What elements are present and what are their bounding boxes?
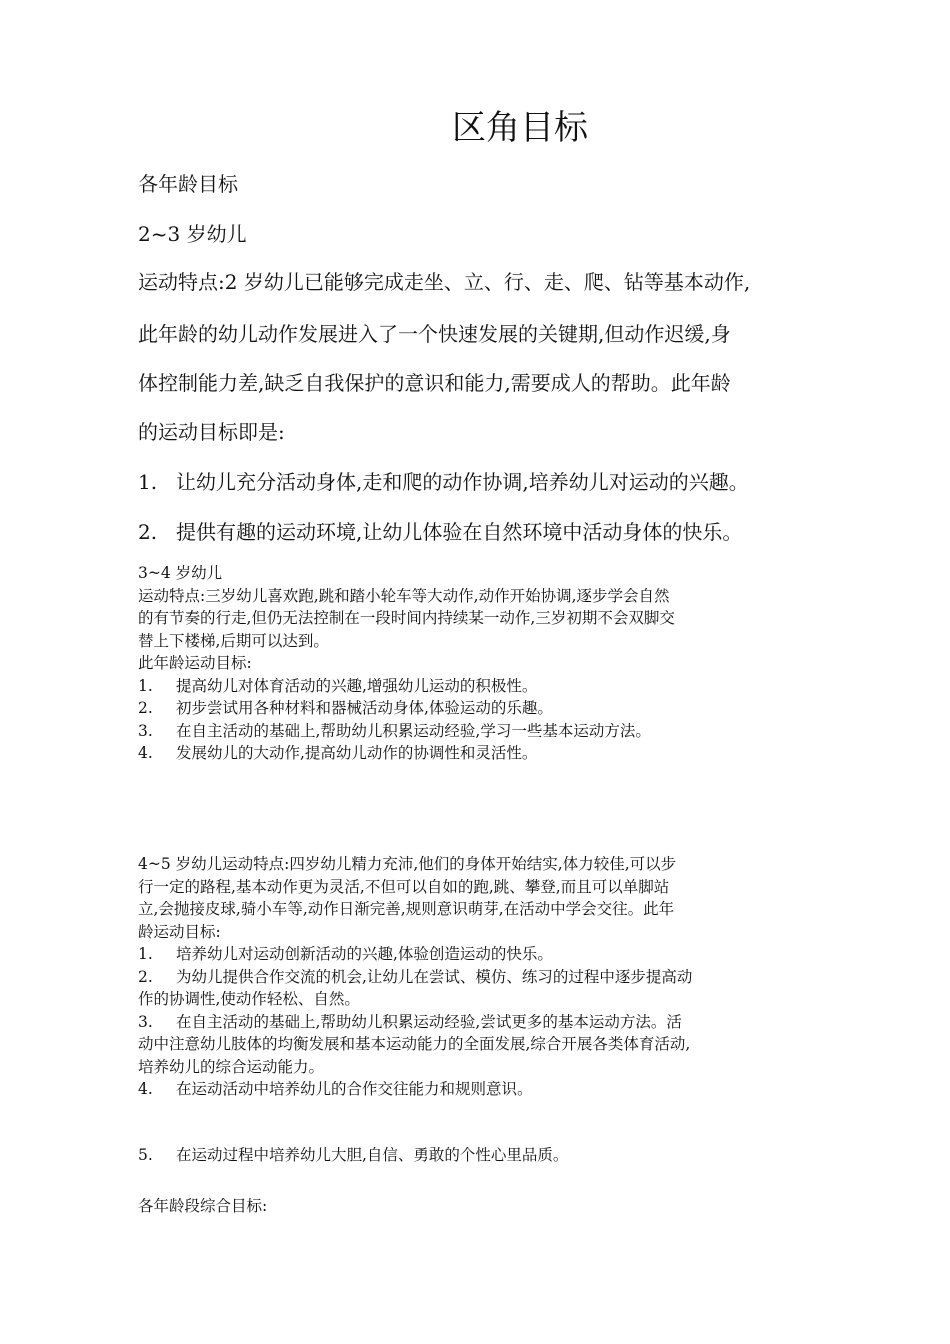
age-4-5-goal-5 [138, 1144, 828, 1167]
goal-number: 5. [138, 1146, 153, 1164]
goal-text: 为幼儿提供合作交流的机会,让幼儿在尝试、模仿、练习的过程中逐步提高动 [176, 967, 693, 986]
goal-number: 2. [138, 699, 153, 717]
goal-text: 发展幼儿的大动作,提高幼儿动作的协调性和灵活性。 [176, 744, 538, 762]
age-4-5-goal-3-cont-2: 培养幼儿的综合运动能力。 [138, 1057, 325, 1076]
age-3-4-line-2: 的有节奏的行走,但仍无法控制在一段时间内持续某一动作,三岁初期不会双脚交 [138, 609, 675, 627]
goal-number: 2. [138, 520, 158, 544]
age-3-4-goal-3 [138, 720, 828, 743]
goal-number: 3. [138, 721, 153, 740]
age-3-4-line-1: 运动特点:三岁幼儿喜欢跑,跳和踏小轮车等大动作,动作开始协调,逐步学会自然 [138, 586, 670, 605]
age-2-3-goal-1 [138, 466, 749, 495]
goal-number: 1. [138, 945, 153, 963]
goal-text: 在自主活动的基础上,帮助幼儿积累运动经验,尝试更多的基本运动方法。活 [176, 1012, 682, 1031]
age-2-3-heading: 2~3 岁幼儿 [138, 222, 247, 246]
goal-number: 4. [138, 1080, 153, 1098]
age-3-4-heading: 3~4 岁幼儿 [138, 564, 223, 582]
age-4-5-line-1: 4~5 岁幼儿运动特点:四岁幼儿精力充沛,他们的身体开始结实,体力较佳,可以步 [138, 855, 677, 873]
age-2-3-line-4: 的运动目标即是: [138, 420, 285, 444]
goal-number: 1. [138, 470, 158, 494]
age-3-4-goal-label: 此年龄运动目标: [138, 654, 252, 672]
goal-text: 初步尝试用各种材料和器械活动身体,体验运动的乐趣。 [176, 699, 553, 717]
age-2-3-line-1: 运动特点:2 岁幼儿已能够完成走坐、立、行、走、爬、钻等基本动作, [138, 270, 751, 294]
age-3-4-goal-2 [138, 697, 828, 720]
goal-number: 1. [138, 676, 153, 695]
age-2-3-goal-2 [138, 516, 742, 545]
age-3-4-goal-1 [138, 675, 828, 698]
goal-text: 提高幼儿对体育活动的兴趣,增强幼儿运动的积极性。 [176, 676, 538, 695]
section-heading: 各年龄目标 [138, 172, 238, 196]
age-4-5-line-4: 龄运动目标: [138, 922, 221, 941]
age-4-5-section [138, 853, 828, 1101]
goal-text: 让幼儿充分活动身体,走和爬的动作协调,培养幼儿对运动的兴趣。 [176, 470, 749, 494]
age-3-4-line-3: 替上下楼梯,后期可以达到。 [138, 631, 329, 650]
age-4-5-goal-3-cont-1: 动中注意幼儿肢体的均衡发展和基本运动能力的全面发展,综合开展各类体育活动, [138, 1035, 691, 1053]
age-4-5-line-3: 立,会抛接皮球,骑小车等,动作日渐完善,规则意识萌芽,在活动中学会交往。此年 [138, 900, 675, 918]
goal-number: 2. [138, 967, 153, 986]
page-title: 区角目标 [452, 108, 588, 148]
age-3-4-goal-4 [138, 742, 828, 765]
age-2-3-line-2: 此年龄的幼儿动作发展进入了一个快速发展的关键期,但动作迟缓,身 [138, 322, 731, 346]
closing-heading: 各年龄段综合目标: [138, 1197, 268, 1215]
goal-text: 在运动过程中培养幼儿大胆,自信、勇敢的个性心里品质。 [176, 1146, 569, 1164]
age-3-4-section [138, 562, 828, 765]
age-4-5-goal-4 [138, 1078, 828, 1101]
goal-number: 4. [138, 744, 153, 762]
age-2-3-line-3: 体控制能力差,缺乏自我保护的意识和能力,需要成人的帮助。此年龄 [138, 371, 731, 395]
goal-text: 在运动活动中培养幼儿的合作交往能力和规则意识。 [176, 1080, 533, 1098]
age-4-5-goal-2 [138, 966, 828, 989]
age-4-5-goal-2-cont: 作的协调性,使动作轻松、自然。 [138, 990, 360, 1008]
goal-number: 3. [138, 1012, 153, 1031]
goal-text: 在自主活动的基础上,帮助幼儿积累运动经验,学习一些基本运动方法。 [176, 721, 651, 740]
goal-text: 提供有趣的运动环境,让幼儿体验在自然环境中活动身体的快乐。 [176, 520, 743, 544]
age-4-5-goal-3 [138, 1011, 828, 1034]
age-4-5-goal-1 [138, 943, 828, 966]
goal-text: 培养幼儿对运动创新活动的兴趣,体验创造运动的快乐。 [176, 945, 553, 963]
age-4-5-line-2: 行一定的路程,基本动作更为灵活,不但可以自如的跑,跳、攀登,而且可以单脚站 [138, 877, 670, 896]
